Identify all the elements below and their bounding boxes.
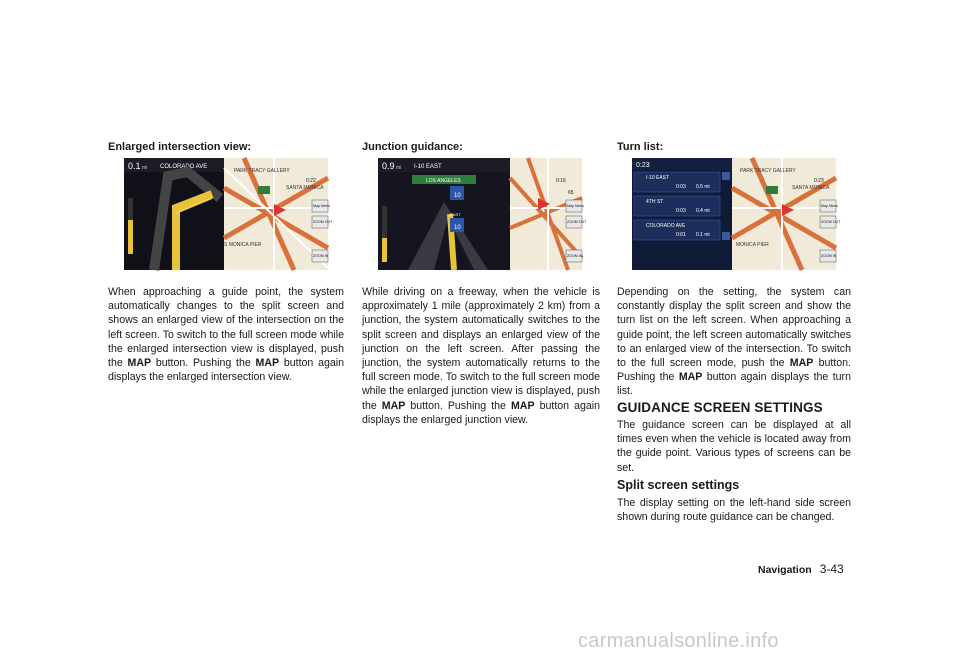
map-place-label: MONICA PIER [736,242,769,248]
turn-list-time: 0:01 [676,232,686,238]
map-place-label: PARK TRACY GALLERY [234,168,290,174]
zoom-in-label: ZOOM IN [821,254,837,258]
section-caption-turn-list: Turn list: [617,141,664,153]
intersection-paragraph: When approaching a guide point, the system automatically changes to the split screen and shows an enlarged view of the intersection on the left screen. To switch to the full screen mode while the enlarged intersection view is displayed, push the MAP button. Pushing the MAP button again displays the enlarged intersection view. [108,286,344,384]
zoom-out-label: ZOOM OUT [313,220,333,224]
junction-view-graphic [378,158,587,270]
section-heading-guidance-screen: GUIDANCE SCREEN SETTINGS [617,400,823,415]
intersection-view-graphic [124,158,333,270]
watermark: carmanualsonline.info [578,630,779,652]
distance-unit: mi [142,165,148,171]
map-menu-label: Map Menu [313,204,330,208]
distance-unit: mi [396,165,402,171]
freeway-sign-text: LOS ANGELES [426,178,461,184]
page-number: 3-43 [819,562,844,576]
intersection-view-screenshot [124,158,333,270]
distance-value: 0.1 [128,161,141,171]
zoom-out-label: ZOOM OUT [567,220,587,224]
guidance-screen-paragraph: The guidance screen can be displayed at all times even when the vehicle is located away from the guide point. Various types of screens can be set. [617,419,851,474]
turn-list-distance: 0.5 mi [696,184,710,190]
page-footer [758,562,844,576]
shield-number: 10 [454,193,461,199]
turn-list-paragraph: Depending on the setting, the system can constantly display the split screen and show the turn list on the left screen. When approaching a guide point, the left screen automatically switches to an enlarged view of the intersection. To switch to the full screen mode, push the MAP button. Pushing the MAP button again displays the turn list. [617,286,851,398]
junction-paragraph: While driving on a freeway, when the vehicle is approximately 1 mile (approximately 2 km) from a junction, the system automatically switches to the split screen and displays an enlarged view of the junction on the left screen. After passing the junction, the system automatically returns to the full screen mode. To switch to the full screen mode while the enlarged junction view is displayed, push the MAP button. Pushing the MAP button again displays the enlarged junction view. [362,286,601,426]
map-menu-label: Map Menu [567,204,584,208]
zoom-in-label: ZOOM IN [567,254,583,258]
exit-label: EAST [450,212,461,217]
turn-list-street: COLORADO AVE [646,223,686,229]
scroll-down-button[interactable] [722,232,730,240]
map-place-label: SANTA MONICA [286,185,324,191]
clock-value: 0:16 [556,178,566,184]
map-place-label: SANTA MONICA [792,185,830,191]
scroll-up-button[interactable] [722,172,730,180]
footer-section-name: Navigation [758,564,812,576]
junction-view-screenshot [378,158,587,270]
turn-list-time: 0:03 [676,184,686,190]
section-caption-intersection: Enlarged intersection view: [108,141,252,153]
turn-list-distance: 0.4 mi [696,208,710,214]
distance-value: 0.9 [382,161,395,171]
clock-value: 0:23 [814,178,824,184]
turn-list-screenshot [632,158,841,270]
eta-value: 0:23 [636,162,650,169]
speed-limit: 65 [568,190,574,196]
turn-list-graphic [632,158,841,270]
street-name: COLORADO AVE [160,164,208,170]
zoom-out-label: ZOOM OUT [821,220,841,224]
clock-value: 0:22 [306,178,316,184]
turn-list-street: I-10 EAST [646,175,670,181]
road-name: I-10 EAST [414,164,442,170]
zoom-in-label: ZOOM IN [313,254,329,258]
turn-list-time: 0:03 [676,208,686,214]
map-place-label: S MONICA PIER [224,242,262,248]
section-caption-junction: Junction guidance: [362,141,463,153]
split-screen-paragraph: The display setting on the left-hand side screen shown during route guidance can be changed. [617,497,851,524]
turn-list-street: 4TH ST [646,199,664,205]
map-place-label: PARK TRACY GALLERY [740,168,796,174]
turn-list-distance: 0.1 mi [696,232,710,238]
subheading-split-screen: Split screen settings [617,478,740,492]
shield-number: 10 [454,225,461,231]
map-menu-label: Map Menu [821,204,838,208]
